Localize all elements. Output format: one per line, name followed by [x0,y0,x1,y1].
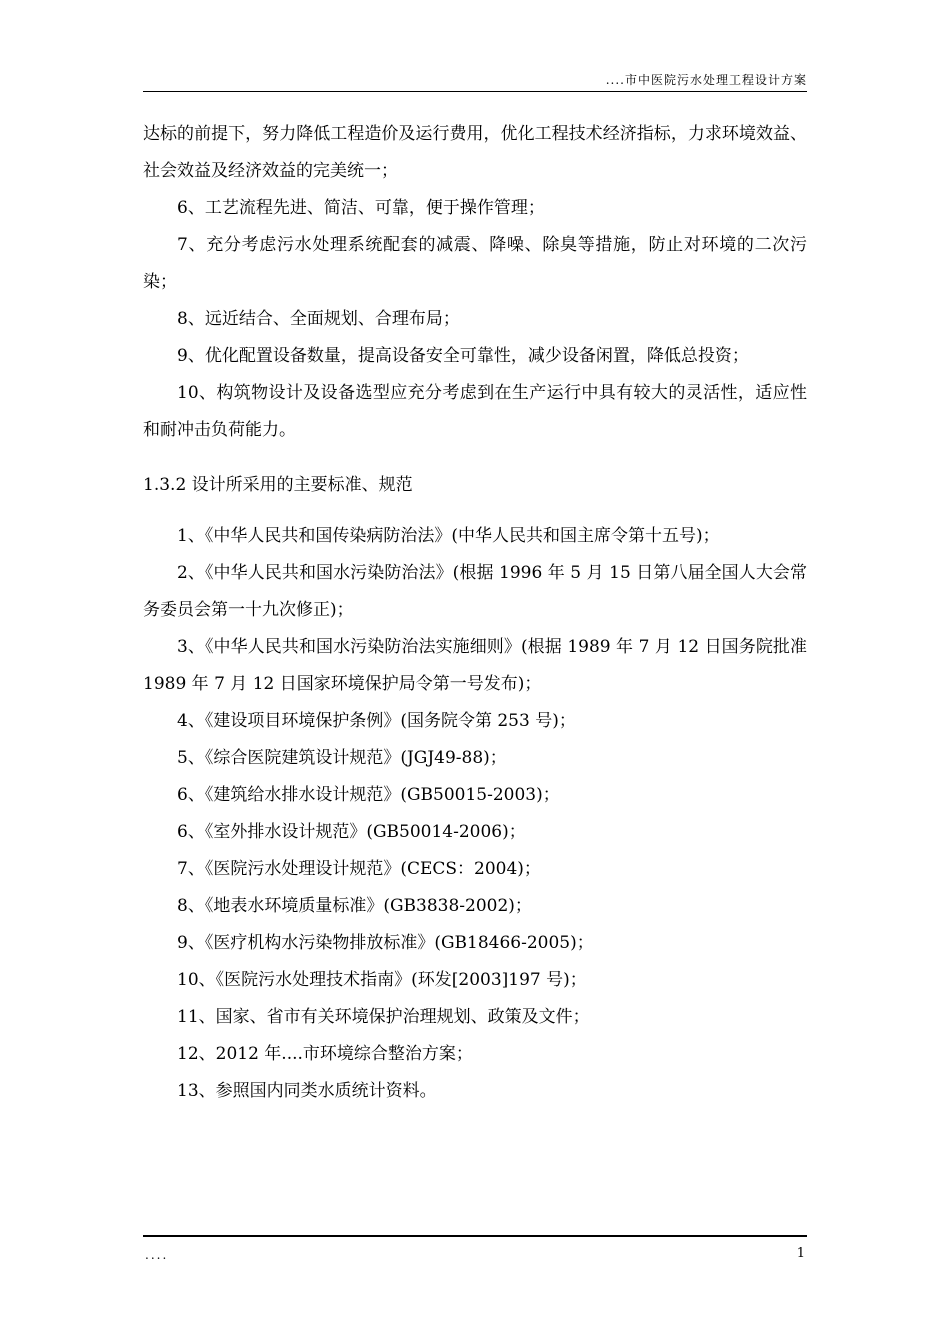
principle-item: 10、构筑物设计及设备选型应充分考虑到在生产运行中具有较大的灵活性，适应性和耐冲击负荷能力。 [143,383,807,440]
principle-item: 8、远近结合、全面规划、合理布局； [177,309,460,329]
standard-item: 9、《医疗机构水污染物排放标准》(GB18466-2005)； [177,933,594,953]
standard-item: 6、《建筑给水排水设计规范》(GB50015-2003)； [177,785,560,805]
standard-item: 11、国家、省市有关环境保护治理规划、政策及文件； [177,1007,590,1027]
standard-item: 7、《医院污水处理设计规范》(CECS：2004)； [177,859,541,879]
footer-left-text: .... [145,1248,169,1262]
standard-item: 12、2012 年....市环境综合整治方案； [177,1044,473,1064]
standard-item: 6、《室外排水设计规范》(GB50014-2006)； [177,822,526,842]
principle-item: 7、充分考虑污水处理系统配套的减震、降噪、除臭等措施，防止对环境的二次污染； [143,235,807,292]
standard-item: 13、参照国内同类水质统计资料。 [177,1081,437,1101]
principle-item: 6、工艺流程先进、简洁、可靠，便于操作管理； [177,198,545,218]
standard-item: 5、《综合医院建筑设计规范》(JGJ49-88)； [177,748,507,768]
standard-item: 8、《地表水环境质量标准》(GB3838-2002)； [177,896,532,916]
section-heading: 1.3.2 设计所采用的主要标准、规范 [143,475,413,495]
standard-item: 2、《中华人民共和国水污染防治法》(根据 1996 年 5 月 15 日第八届全国人大会常务委员会第一十九次修正)； [143,563,807,620]
header-divider [143,91,807,92]
intro-paragraph: 达标的前提下，努力降低工程造价及运行费用，优化工程技术经济指标，力求环境效益、社会效益及经济效益的完美统一； [143,124,807,181]
footer-divider [143,1235,807,1237]
page-header-title: ....市中医院污水处理工程设计方案 [605,73,807,87]
page-body [143,116,807,1110]
standard-item: 4、《建设项目环境保护条例》(国务院令第 253 号)； [177,711,576,731]
standard-item: 1、《中华人民共和国传染病防治法》(中华人民共和国主席令第十五号)； [177,526,720,546]
standard-item: 3、《中华人民共和国水污染防治法实施细则》(根据 1989 年 7 月 12 日国务院批准 1989 年 7 月 12 日国家环境保护局令第一号发布)； [143,637,807,694]
standard-item: 10、《医院污水处理技术指南》(环发[2003]197 号)； [177,970,587,990]
principle-item: 9、优化配置设备数量，提高设备安全可靠性，减少设备闲置，降低总投资； [177,346,749,366]
page-number: 1 [796,1246,805,1261]
